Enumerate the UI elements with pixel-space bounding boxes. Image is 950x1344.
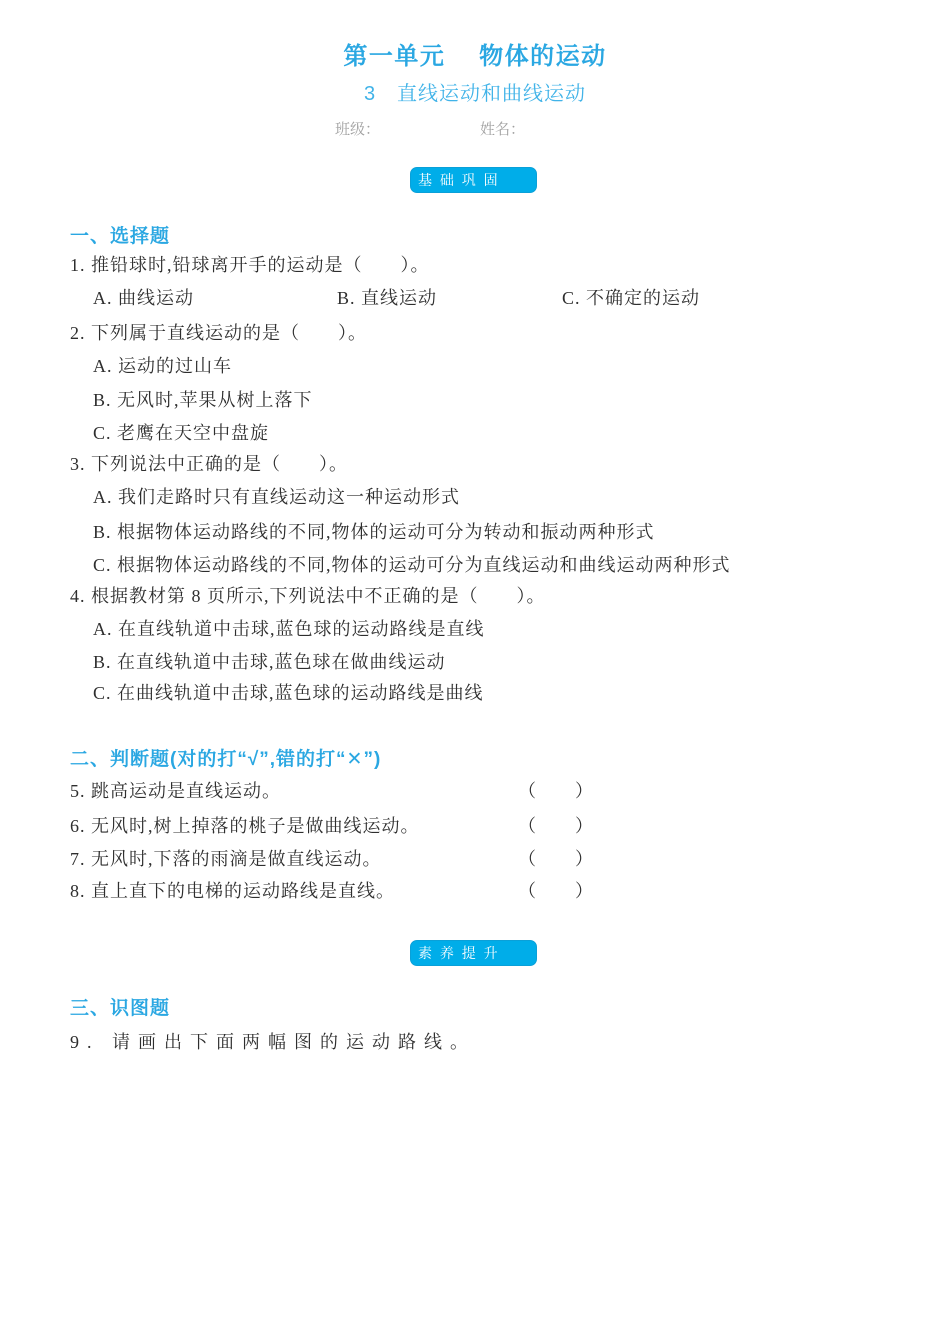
q3-stem: 3. 下列说法中正确的是（ ）。	[70, 454, 348, 474]
name-label: 姓名：	[480, 122, 526, 138]
q3-option-a: A. 我们走路时只有直线运动这一种运动形式	[93, 487, 460, 507]
page-subtitle: 3 直线运动和曲线运动	[363, 83, 587, 105]
q2-option-b: B. 无风时,苹果从树上落下	[93, 390, 313, 410]
q8-answer-paren: （ ）	[518, 881, 594, 901]
q4-option-b: B. 在直线轨道中击球,蓝色球在做曲线运动	[93, 652, 446, 672]
q5-text: 5. 跳高运动是直线运动。	[70, 781, 281, 801]
q8-text: 8. 直上直下的电梯的运动路线是直线。	[70, 881, 395, 901]
q9-text: 9. 请画出下面两幅图的运动路线。	[70, 1032, 476, 1052]
section-choice-heading: 一、选择题	[70, 226, 171, 247]
q1-stem: 1. 推铅球时,铅球离开手的运动是（ ）。	[70, 255, 430, 275]
q3-option-c: C. 根据物体运动路线的不同,物体的运动可分为直线运动和曲线运动两种形式	[93, 555, 731, 575]
q7-text: 7. 无风时,下落的雨滴是做直线运动。	[70, 849, 382, 869]
q1-option-c: C. 不确定的运动	[562, 288, 701, 308]
q4-stem: 4. 根据教材第 8 页所示,下列说法中不正确的是（ ）。	[70, 586, 546, 606]
q1-option-b: B. 直线运动	[337, 288, 438, 308]
q2-option-c: C. 老鹰在天空中盘旋	[93, 423, 270, 443]
q7-answer-paren: （ ）	[518, 849, 594, 869]
q2-stem: 2. 下列属于直线运动的是（ ）。	[70, 323, 367, 343]
badge-advanced-practice: 素 养 提 升	[410, 940, 537, 966]
q6-text: 6. 无风时,树上掉落的桃子是做曲线运动。	[70, 816, 420, 836]
page-title: 第一单元 物体的运动	[343, 43, 607, 70]
q4-option-a: A. 在直线轨道中击球,蓝色球的运动路线是直线	[93, 619, 485, 639]
q1-option-a: A. 曲线运动	[93, 288, 194, 308]
section-judge-heading: 二、判断题(对的打“√”,错的打“✕”)	[70, 749, 382, 770]
q6-answer-paren: （ ）	[518, 816, 594, 836]
q4-option-c: C. 在曲线轨道中击球,蓝色球的运动路线是曲线	[93, 683, 484, 703]
badge-basic-practice: 基 础 巩 固	[410, 167, 537, 193]
q5-answer-paren: （ ）	[518, 781, 594, 801]
q3-option-b: B. 根据物体运动路线的不同,物体的运动可分为转动和振动两种形式	[93, 522, 655, 542]
q2-option-a: A. 运动的过山车	[93, 356, 232, 376]
class-label: 班级：	[335, 122, 381, 138]
section-picture-heading: 三、识图题	[70, 998, 171, 1019]
